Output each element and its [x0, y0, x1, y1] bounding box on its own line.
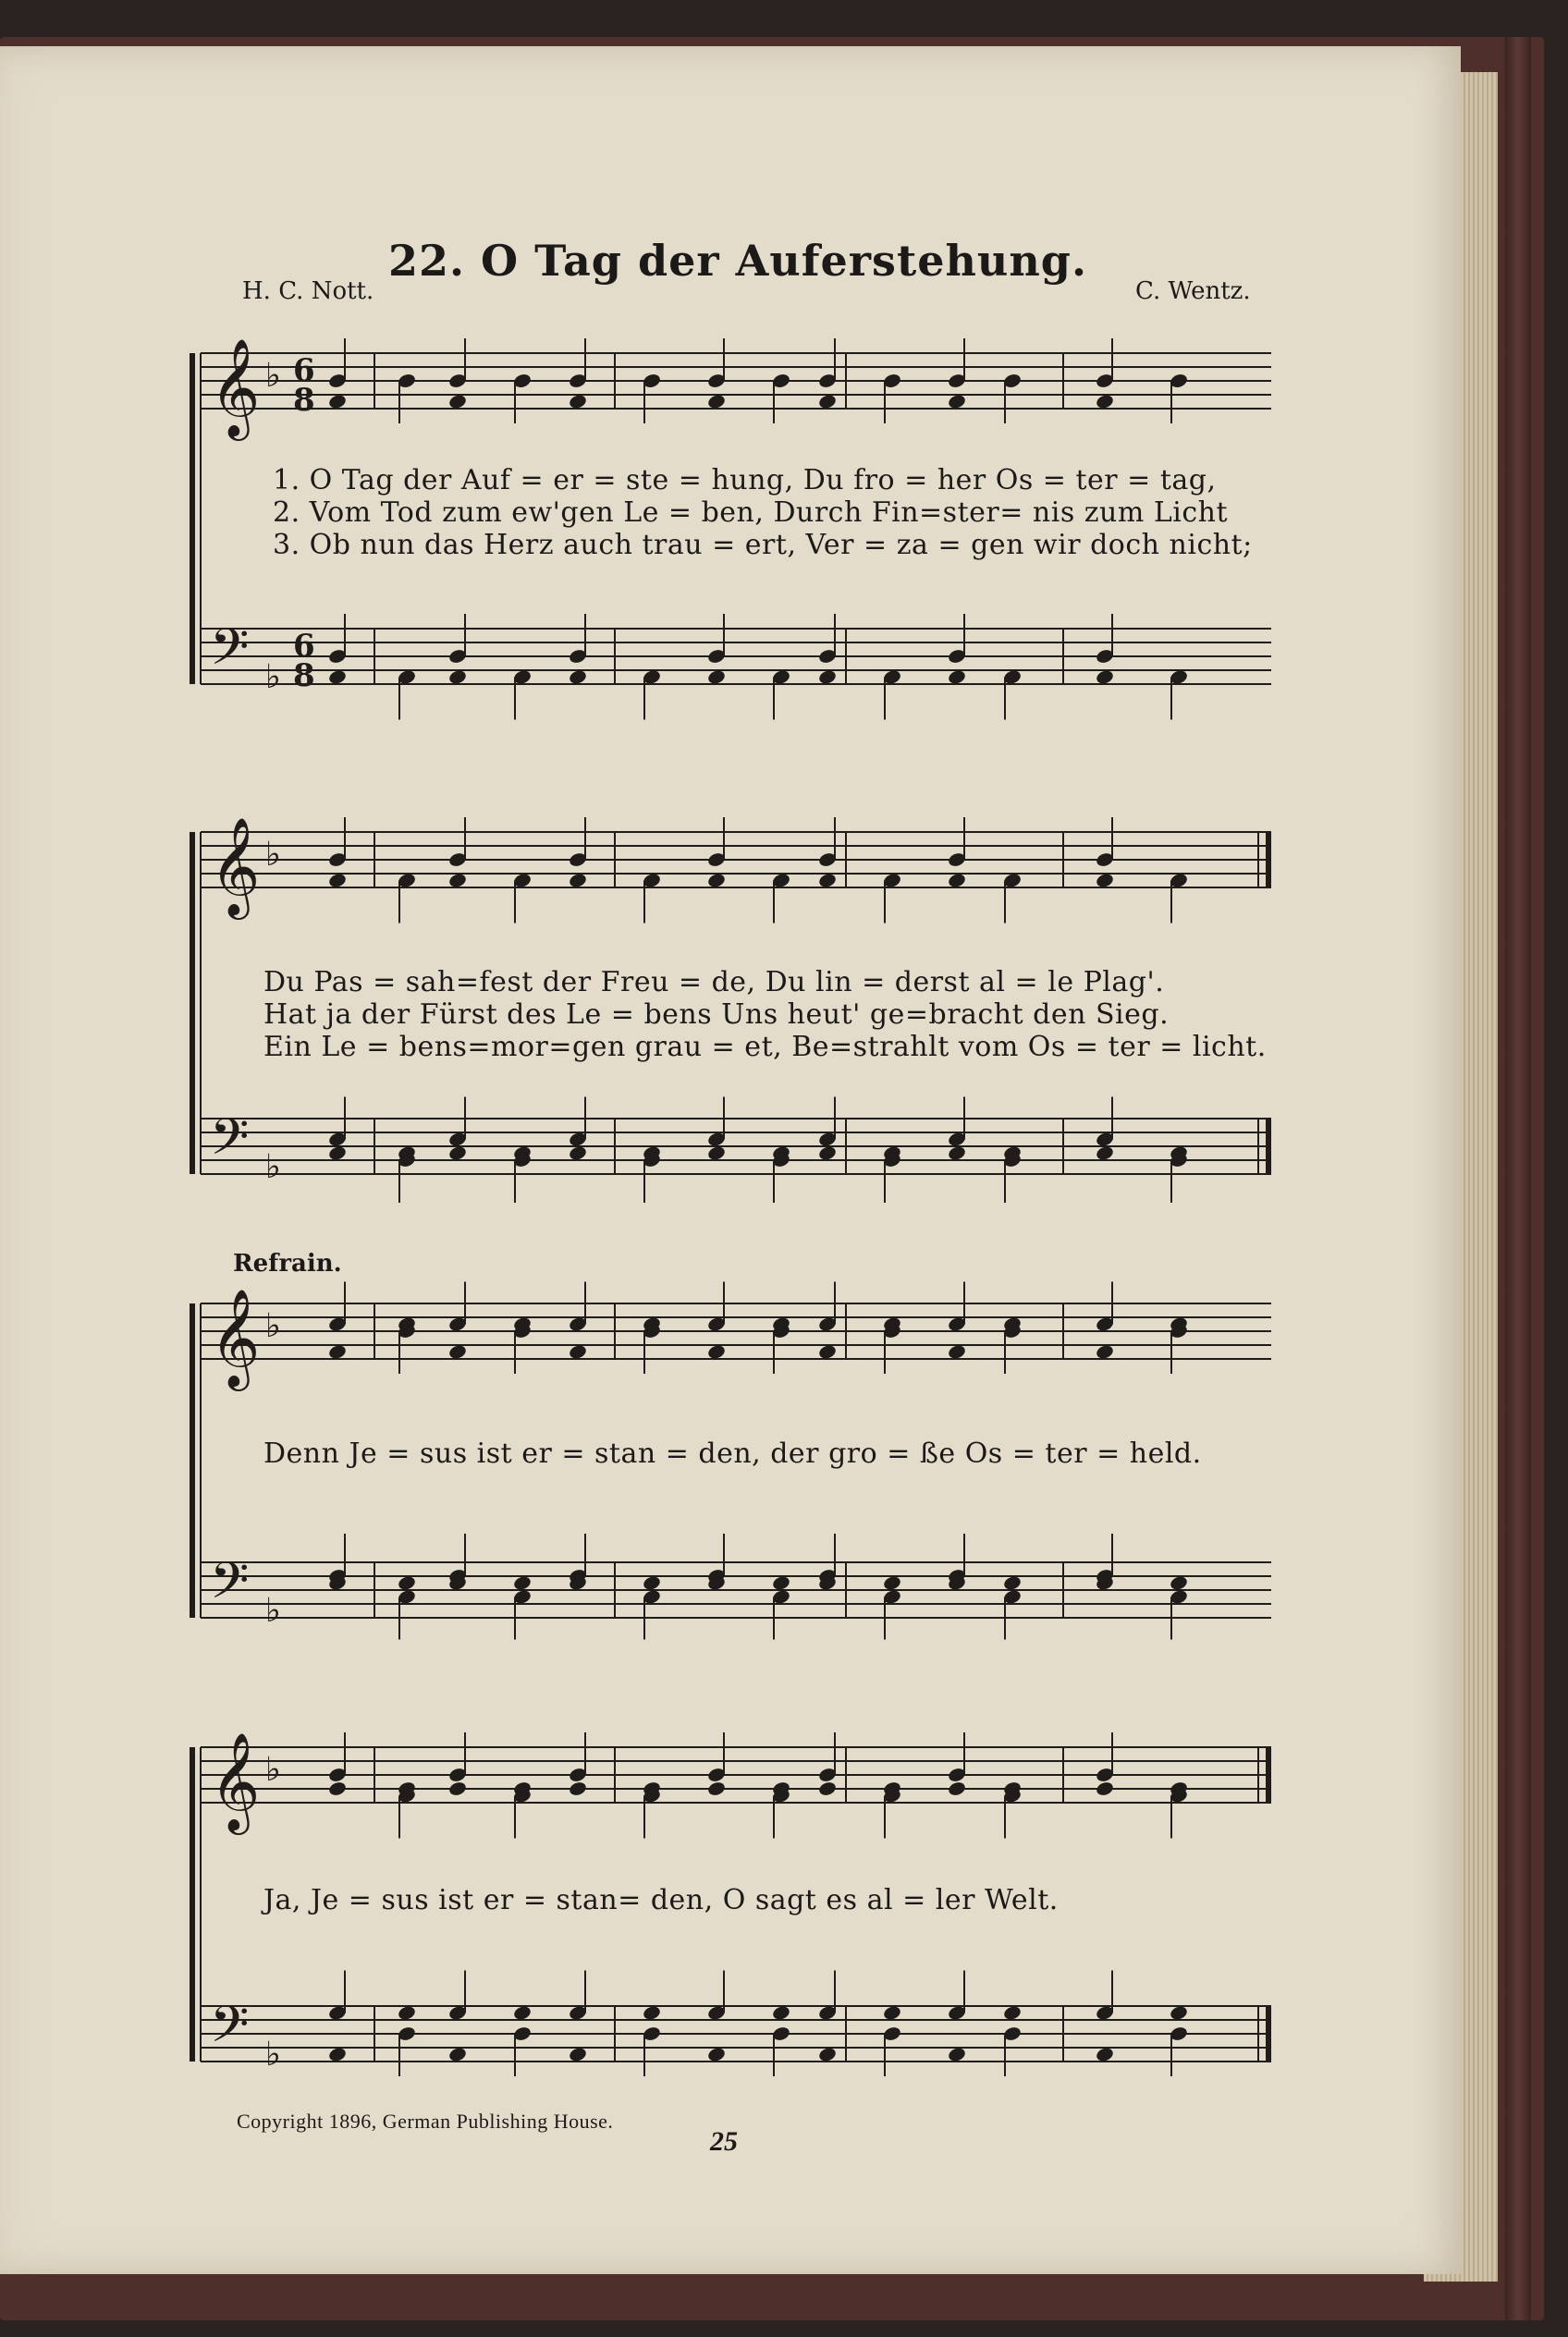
- bass-notehead: [1095, 668, 1114, 685]
- staff-system-3: [190, 1285, 1280, 1673]
- bass-notehead: [706, 1144, 726, 1161]
- bass-notehead: [817, 668, 837, 685]
- time-signature: 8: [293, 657, 315, 694]
- bass-notehead: [771, 1574, 790, 1591]
- bass-notehead: [817, 1144, 837, 1161]
- bass-notehead: [397, 1574, 416, 1591]
- treble-notehead: [706, 393, 726, 410]
- treble-notehead: [817, 1343, 837, 1360]
- treble-notehead: [817, 393, 837, 410]
- bass-clef: 𝄢: [210, 618, 250, 689]
- treble-notehead: [1095, 393, 1114, 410]
- system-bracket: [190, 1747, 195, 2062]
- treble-notehead: [1095, 1780, 1114, 1797]
- flat-sign: ♭: [265, 1751, 281, 1789]
- bass-notehead: [882, 2004, 901, 2021]
- bass-notehead: [947, 668, 966, 685]
- bass-notehead: [882, 1574, 901, 1591]
- treble-notehead: [447, 1780, 467, 1797]
- treble-notehead: [447, 393, 467, 410]
- treble-notehead: [568, 1343, 587, 1360]
- system-bracket: [190, 353, 195, 684]
- treble-notehead: [817, 1780, 837, 1797]
- music-system-3: [190, 1285, 1280, 1673]
- treble-clef: 𝄞: [210, 816, 261, 915]
- flat-sign: ♭: [265, 357, 281, 395]
- bass-notehead: [447, 668, 467, 685]
- bass-notehead: [447, 2046, 467, 2062]
- treble-notehead: [817, 872, 837, 888]
- bass-notehead: [642, 2004, 661, 2021]
- bass-clef: 𝄢: [210, 1995, 250, 2066]
- treble-notehead: [706, 1780, 726, 1797]
- bass-notehead: [327, 668, 347, 685]
- staff-system-4: [190, 1729, 1280, 2117]
- treble-notehead: [947, 1780, 966, 1797]
- page-number: 25: [710, 2126, 738, 2157]
- treble-notehead: [947, 393, 966, 410]
- bass-notehead: [327, 2046, 347, 2062]
- refrain-label: Refrain.: [233, 1250, 342, 1278]
- treble-notehead: [947, 872, 966, 888]
- verse-1-line-1: 1. O Tag der Auf = er = ste = hung, Du fro = her Os = ter = tag,: [273, 464, 1217, 496]
- bass-clef: 𝄢: [210, 1551, 250, 1622]
- treble-notehead: [327, 872, 347, 888]
- bass-notehead: [642, 1574, 661, 1591]
- bass-notehead: [1095, 2046, 1114, 2062]
- treble-clef: 𝄞: [210, 337, 261, 436]
- bass-notehead: [706, 2046, 726, 2062]
- bass-notehead: [771, 2004, 790, 2021]
- bass-notehead: [947, 2046, 966, 2062]
- bass-notehead: [706, 668, 726, 685]
- treble-notehead: [327, 1343, 347, 1360]
- lyricist-credit: H. C. Nott.: [242, 277, 374, 305]
- treble-notehead: [1095, 1343, 1114, 1360]
- flat-sign: ♭: [265, 1307, 281, 1345]
- refrain-line-2: Ja, Je = sus ist er = stan= den, O sagt es al = ler Welt.: [263, 1884, 1059, 1916]
- treble-notehead: [447, 872, 467, 888]
- verse-3-line-2: Ein Le = bens=mor=gen grau = et, Be=strahlt vom Os = ter = licht.: [263, 1031, 1267, 1063]
- bass-notehead: [1095, 1144, 1114, 1161]
- bass-notehead: [1002, 1574, 1022, 1591]
- treble-notehead: [327, 1780, 347, 1797]
- treble-notehead: [568, 872, 587, 888]
- bass-notehead: [947, 1144, 966, 1161]
- final-barline: [1266, 832, 1271, 887]
- flat-sign: ♭: [265, 836, 281, 874]
- system-bracket: [190, 832, 195, 1174]
- flat-sign: ♭: [265, 2036, 281, 2074]
- bass-clef: 𝄢: [210, 1107, 250, 1179]
- bass-notehead: [397, 2004, 416, 2021]
- final-barline: [1266, 1747, 1271, 1803]
- verse-2-line-1: 2. Vom Tod zum ew'gen Le = ben, Durch Fin=ster= nis zum Licht: [273, 496, 1229, 529]
- bass-notehead: [1169, 2004, 1188, 2021]
- treble-clef: 𝄞: [210, 1288, 261, 1387]
- hymn-title: 22. O Tag der Auferstehung.: [388, 236, 1087, 286]
- flat-sign: ♭: [265, 1592, 281, 1630]
- verse-2-line-2: Hat ja der Fürst des Le = bens Uns heut' ge=bracht den Sieg.: [263, 998, 1170, 1031]
- refrain-line-1: Denn Je = sus ist er = stan = den, der gro = ße Os = ter = held.: [263, 1438, 1202, 1470]
- final-barline: [1266, 2006, 1271, 2062]
- treble-notehead: [568, 393, 587, 410]
- bass-notehead: [512, 2004, 532, 2021]
- treble-notehead: [568, 1780, 587, 1797]
- treble-notehead: [447, 1343, 467, 1360]
- treble-notehead: [947, 1343, 966, 1360]
- bass-notehead: [568, 1144, 587, 1161]
- final-barline: [1266, 1119, 1271, 1174]
- treble-notehead: [327, 393, 347, 410]
- treble-notehead: [706, 1343, 726, 1360]
- treble-notehead: [1095, 872, 1114, 888]
- bass-notehead: [1002, 2004, 1022, 2021]
- treble-notehead: [706, 872, 726, 888]
- treble-clef: 𝄞: [210, 1731, 261, 1830]
- music-system-4: [190, 1729, 1280, 2117]
- time-signature: 6: [293, 352, 315, 389]
- bass-notehead: [817, 2046, 837, 2062]
- system-bracket: [190, 1303, 195, 1618]
- composer-credit: C. Wentz.: [1135, 277, 1251, 305]
- verse-1-line-2: Du Pas = sah=fest der Freu = de, Du lin = derst al = le Plag'.: [263, 966, 1165, 998]
- time-signature: 8: [293, 382, 315, 419]
- flat-sign: ♭: [265, 658, 281, 696]
- bass-notehead: [568, 2046, 587, 2062]
- bass-notehead: [1169, 1574, 1188, 1591]
- verse-3-line-1: 3. Ob nun das Herz auch trau = ert, Ver = za = gen wir doch nicht;: [273, 529, 1253, 561]
- bass-notehead: [447, 1144, 467, 1161]
- time-signature: 6: [293, 628, 315, 665]
- flat-sign: ♭: [265, 1148, 281, 1186]
- bass-notehead: [512, 1574, 532, 1591]
- bass-notehead: [327, 1144, 347, 1161]
- copyright-notice: Copyright 1896, German Publishing House.: [237, 2110, 614, 2133]
- bass-notehead: [568, 668, 587, 685]
- page: [0, 46, 1461, 2274]
